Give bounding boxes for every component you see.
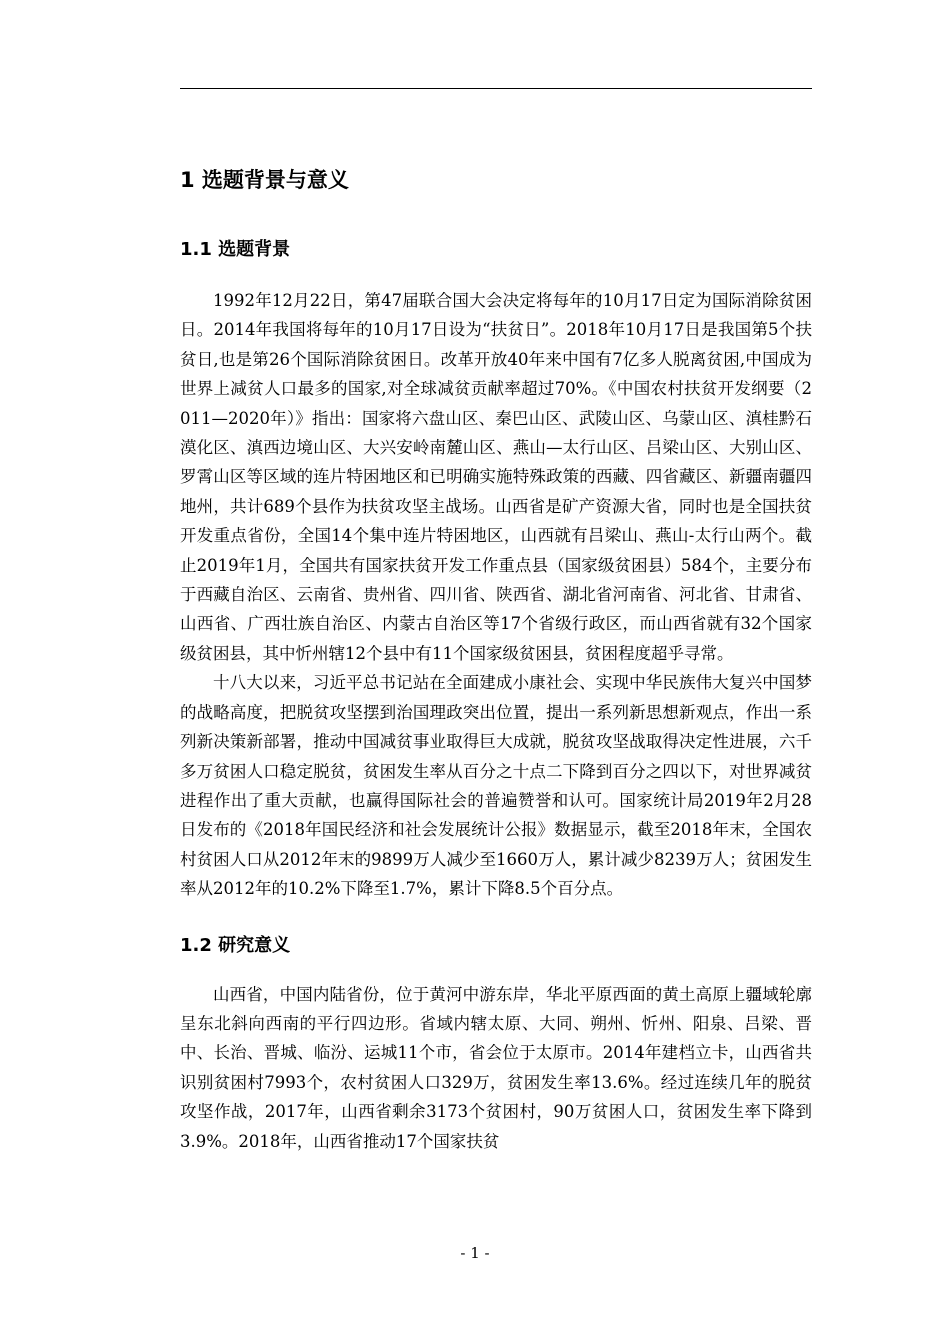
paragraph-significance-1: 山西省，中国内陆省份，位于黄河中游东岸，华北平原西面的黄土高原上疆域轮廓呈东北斜向西南的平行四边形。省域内辖太原、大同、朔州、忻州、阳泉、吕梁、晋中、长治、晋城、临汾、运城11个市，省会位于太原市。2014年建档立卡，山西省共识别贫困村7993个，农村贫困人口329万，贫困发生率13.6%。经过连续几年的脱贫攻坚作战，2017年，山西省剩余3173个贫困村，90万贫困人口，贫困发生率下降到3.9%。2018年，山西省推动17个国家扶贫	[180, 984, 812, 1151]
header-rule	[180, 88, 812, 89]
subsection-title-background: 1.1 选题背景	[180, 239, 291, 260]
section-title: 1 选题背景与意义	[180, 168, 349, 192]
paragraph-background-1: 1992年12月22日，第47届联合国大会决定将每年的10月17日定为国际消除贫困日。2014年我国将每年的10月17日设为“扶贫日”。2018年10月17日是我国第5个扶贫日,也是第26个国际消除贫困日。改革开放40年来中国有7亿多人脱离贫困,中国成为世界上减贫人口最多的国家,对全球减贫贡献率超过70%。《中国农村扶贫开发纲要（2011—2020年）》指出：国家将六盘山区、秦巴山区、武陵山区、乌蒙山区、滇桂黔石漠化区、滇西边境山区、大兴安岭南麓山区、燕山—太行山区、吕梁山区、大别山区、罗霄山区等区域的连片特困地区和已明确实施特殊政策的西藏、四省藏区、新疆南疆四地州，共计689个县作为扶贫攻坚主战场。山西省是矿产资源大省，同时也是全国扶贫开发重点省份，全国14个集中连片特困地区，山西就有吕梁山、燕山-太行山两个。截止2019年1月，全国共有国家扶贫开发工作重点县（国家级贫困县）584个，主要分布于西藏自治区、云南省、贵州省、四川省、陕西省、湖北省河南省、河北省、甘肃省、山西省、广西壮族自治区、内蒙古自治区等17个省级行政区，而山西省就有32个国家级贫困县，其中忻州辖12个县中有11个国家级贫困县，贫困程度超乎寻常。	[180, 291, 812, 663]
paragraph-background-2: 十八大以来，习近平总书记站在全面建成小康社会、实现中华民族伟大复兴中国梦的战略高度，把脱贫攻坚摆到治国理政突出位置，提出一系列新思想新观点，作出一系列新决策新部署，推动中国减贫事业取得巨大成就，脱贫攻坚战取得决定性进展，六千多万贫困人口稳定脱贫，贫困发生率从百分之十点二下降到百分之四以下，对世界减贫进程作出了重大贡献，也赢得国际社会的普遍赞誉和认可。国家统计局2019年2月28日发布的《2018年国民经济和社会发展统计公报》数据显示，截至2018年末，全国农村贫困人口从2012年末的9899万人减少至1660万人，累计减少8239万人；贫困发生率从2012年的10.2%下降至1.7%，累计下降8.5个百分点。	[180, 673, 812, 899]
page-content	[180, 160, 812, 1156]
subsection-title-significance: 1.2 研究意义	[180, 934, 291, 956]
page-number: - 1 -	[460, 1244, 490, 1262]
